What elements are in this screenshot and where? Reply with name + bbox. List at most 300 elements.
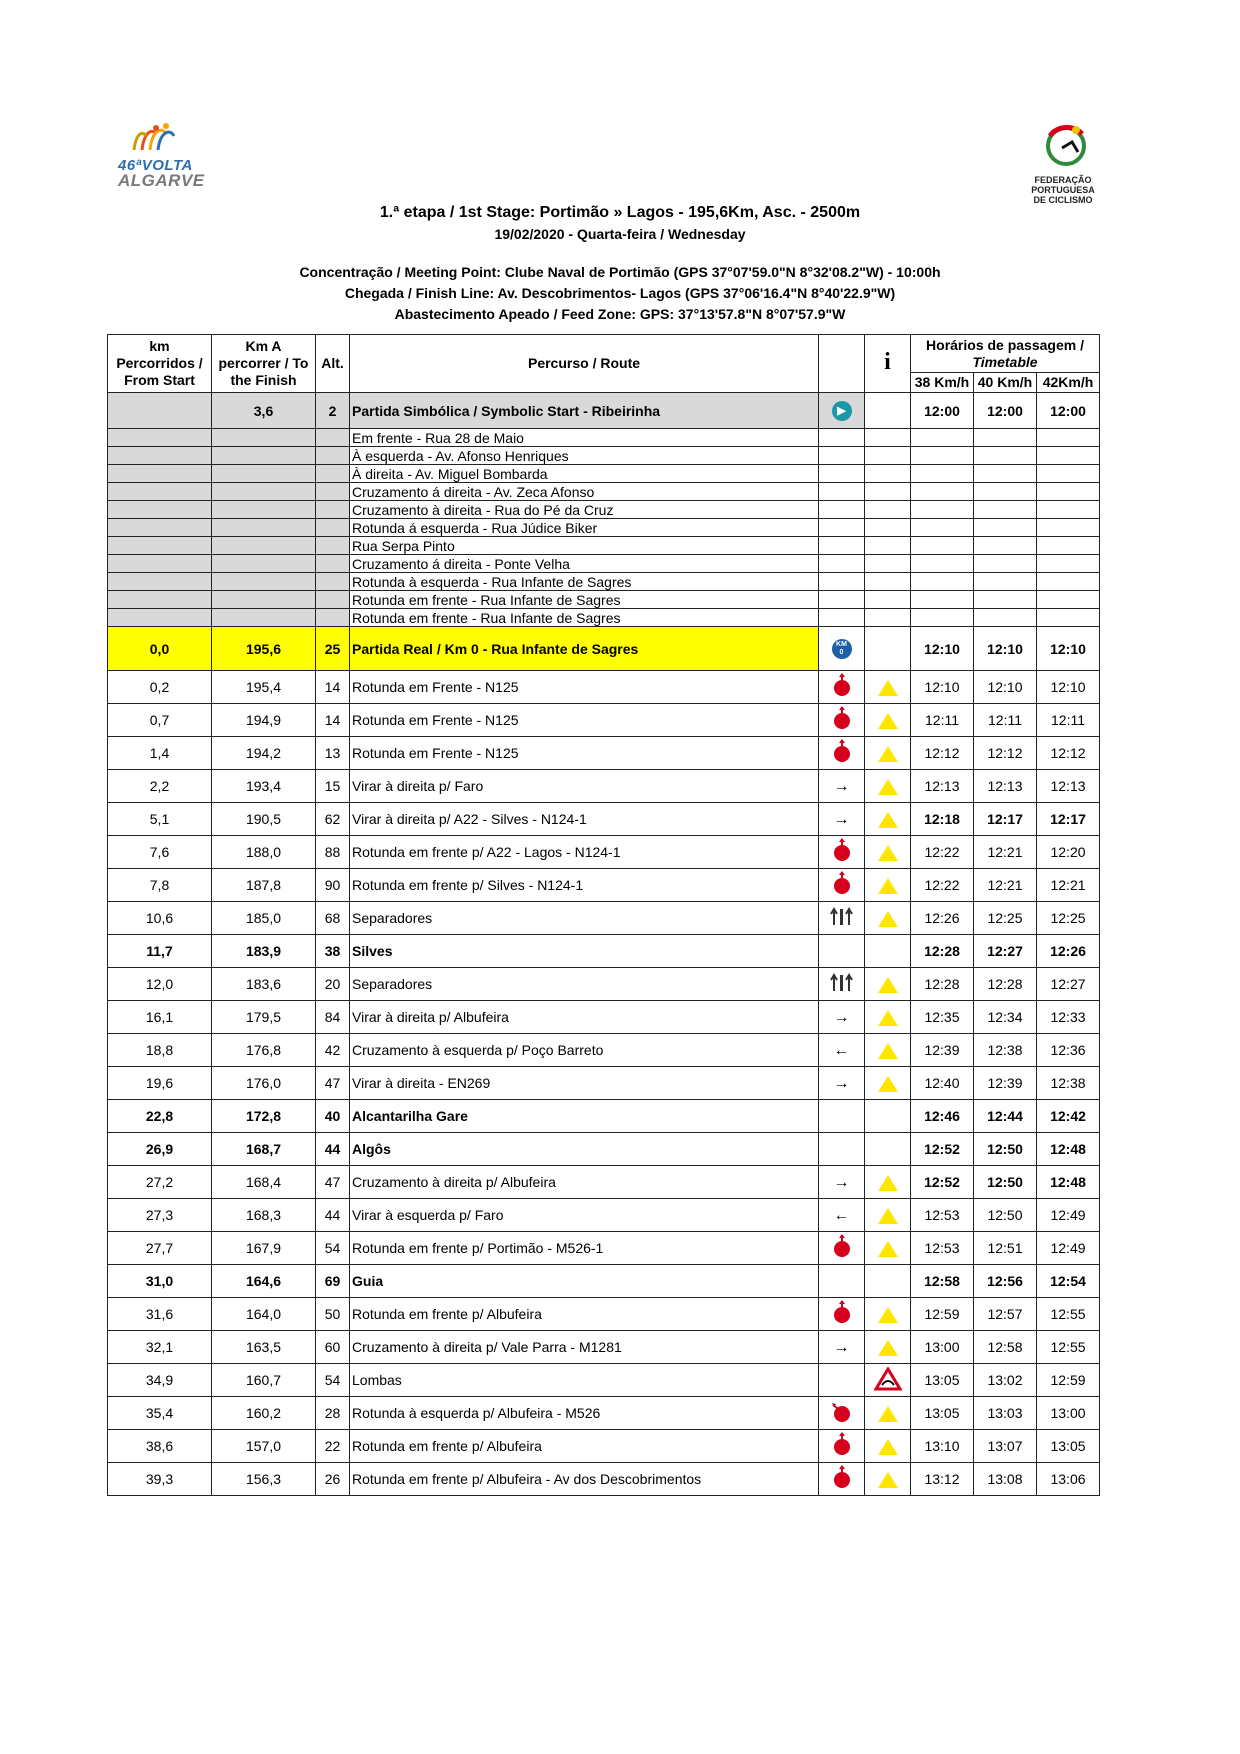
altitude: 44 [316,1133,350,1166]
route-text: Rotunda em frente p/ A22 - Lagos - N124-1 [350,836,819,869]
time-40: 12:50 [974,1133,1037,1166]
time-40 [974,465,1037,483]
km-from-start [108,393,212,429]
route-text: Virar à direita - EN269 [350,1067,819,1100]
time-40: 12:10 [974,671,1037,704]
info-cell [865,869,911,902]
warning-triangle-icon [878,1472,898,1488]
info-cell [865,671,911,704]
altitude: 54 [316,1364,350,1397]
neutral-row [108,519,1100,537]
km-from-start [108,573,212,591]
col-speed-42: 42Km/h [1037,373,1100,393]
altitude: 25 [316,627,350,671]
route-text: Cruzamento à direita - Rua do Pé da Cruz [350,501,819,519]
roundabout-straight-icon [831,1478,853,1494]
km-to-finish: 179,5 [212,1001,316,1034]
km-from-start [108,609,212,627]
time-38: 13:12 [911,1463,974,1496]
time-38: 13:05 [911,1364,974,1397]
info-cell [865,519,911,537]
separator-icon [830,980,854,996]
info-cell [865,902,911,935]
info-cell [865,501,911,519]
time-42 [1037,429,1100,447]
arrow-left-icon: ← [833,1206,850,1224]
km-from-start: 7,6 [108,836,212,869]
altitude [316,501,350,519]
col-info [865,335,911,393]
route-text: Virar à esquerda p/ Faro [350,1199,819,1232]
time-42: 13:05 [1037,1430,1100,1463]
km-to-finish [212,555,316,573]
km-from-start: 0,0 [108,627,212,671]
route-row [108,869,1100,902]
km-from-start: 2,2 [108,770,212,803]
info-cell [865,609,911,627]
altitude: 84 [316,1001,350,1034]
time-38: 12:00 [911,393,974,429]
time-40 [974,483,1037,501]
route-row [108,1430,1100,1463]
time-42: 12:12 [1037,737,1100,770]
direction-cell [819,1199,865,1232]
warning-triangle-icon [878,911,898,927]
km-from-start: 22,8 [108,1100,212,1133]
route-text: Silves [350,935,819,968]
time-42: 12:48 [1037,1133,1100,1166]
km-from-start [108,483,212,501]
route-text: Rotunda em frente p/ Albufeira [350,1298,819,1331]
route-text: Rotunda em frente - Rua Infante de Sagres [350,591,819,609]
town-row [108,1265,1100,1298]
route-table [107,334,1100,1496]
time-38: 12:18 [911,803,974,836]
altitude: 54 [316,1232,350,1265]
time-40 [974,591,1037,609]
time-42: 12:59 [1037,1364,1100,1397]
time-38: 13:10 [911,1430,974,1463]
time-38 [911,609,974,627]
km-from-start: 27,3 [108,1199,212,1232]
roundabout-straight-icon [831,1247,853,1263]
time-40 [974,501,1037,519]
route-text: Lombas [350,1364,819,1397]
km-from-start [108,447,212,465]
time-40: 12:25 [974,902,1037,935]
time-40: 12:13 [974,770,1037,803]
warning-triangle-icon [878,977,898,993]
km-from-start: 31,0 [108,1265,212,1298]
time-40: 13:02 [974,1364,1037,1397]
federation-line: PORTUGUESA [1031,185,1095,195]
route-text: Rotunda á esquerda - Rua Júdice Biker [350,519,819,537]
col-alt: Alt. [316,335,350,393]
route-row [108,671,1100,704]
km-from-start: 27,2 [108,1166,212,1199]
time-38 [911,465,974,483]
stage-date: 19/02/2020 - Quarta-feira / Wednesday [494,226,746,242]
km-to-finish [212,537,316,555]
route-row [108,1199,1100,1232]
time-38: 12:53 [911,1232,974,1265]
time-40: 12:28 [974,968,1037,1001]
km-to-finish: 157,0 [212,1430,316,1463]
altitude: 60 [316,1331,350,1364]
route-row [108,1331,1100,1364]
info-cell [865,1100,911,1133]
time-42: 12:27 [1037,968,1100,1001]
info-cell [865,1331,911,1364]
km-to-finish: 168,4 [212,1166,316,1199]
km-from-start [108,519,212,537]
neutral-row [108,501,1100,519]
route-text: Cruzamento à esquerda p/ Poço Barreto [350,1034,819,1067]
km-from-start: 18,8 [108,1034,212,1067]
time-42: 12:55 [1037,1331,1100,1364]
info-cell [865,447,911,465]
time-40: 12:58 [974,1331,1037,1364]
time-42: 13:00 [1037,1397,1100,1430]
time-42: 12:48 [1037,1166,1100,1199]
altitude: 26 [316,1463,350,1496]
km-to-finish: 163,5 [212,1331,316,1364]
col-direction [819,335,865,393]
arrow-right-icon: → [833,777,850,795]
federation-name [1028,175,1098,205]
km-from-start: 12,0 [108,968,212,1001]
route-text: Cruzamento à direita p/ Vale Parra - M1281 [350,1331,819,1364]
route-text: Guia [350,1265,819,1298]
time-42: 12:38 [1037,1067,1100,1100]
info-cell [865,1001,911,1034]
time-38: 12:40 [911,1067,974,1100]
info-cell [865,1463,911,1496]
direction-cell [819,1133,865,1166]
time-42 [1037,465,1100,483]
direction-cell [819,627,865,671]
time-38: 12:35 [911,1001,974,1034]
time-42: 12:10 [1037,671,1100,704]
km-from-start: 31,6 [108,1298,212,1331]
time-42: 12:13 [1037,770,1100,803]
altitude: 38 [316,935,350,968]
time-38 [911,573,974,591]
route-row [108,1034,1100,1067]
speed-bump-sign-icon [874,1378,902,1394]
km-to-finish [212,573,316,591]
warning-triangle-icon [878,1406,898,1422]
direction-cell [819,591,865,609]
km-to-finish: 3,6 [212,393,316,429]
time-40 [974,429,1037,447]
direction-cell [819,519,865,537]
info-cell [865,1034,911,1067]
finish-line: Chegada / Finish Line: Av. Descobrimentos- Lagos (GPS 37°06'16.4"N 8°40'22.9"W) [344,285,896,301]
route-text: Cruzamento à direita p/ Albufeira [350,1166,819,1199]
km-from-start: 39,3 [108,1463,212,1496]
km-to-finish: 164,0 [212,1298,316,1331]
altitude: 14 [316,671,350,704]
warning-triangle-icon [878,1307,898,1323]
time-42: 12:42 [1037,1100,1100,1133]
time-38: 12:13 [911,770,974,803]
km-from-start: 26,9 [108,1133,212,1166]
km-from-start [108,429,212,447]
km-from-start: 0,7 [108,704,212,737]
info-cell [865,573,911,591]
arrow-right-icon: → [833,1338,850,1356]
time-40: 12:39 [974,1067,1037,1100]
time-42: 12:20 [1037,836,1100,869]
direction-cell [819,803,865,836]
altitude: 2 [316,393,350,429]
route-text: Rotunda à esquerda - Rua Infante de Sagres [350,573,819,591]
route-text: Separadores [350,968,819,1001]
timetable-sub: Timetable [972,353,1038,370]
info-cell [865,737,911,770]
info-cell [865,1298,911,1331]
km-from-start [108,537,212,555]
km-to-finish: 183,6 [212,968,316,1001]
direction-cell [819,770,865,803]
km-from-start [108,591,212,609]
direction-cell [819,671,865,704]
col-route: Percurso / Route [350,335,819,393]
direction-cell [819,968,865,1001]
roundabout-straight-icon [831,884,853,900]
direction-cell [819,573,865,591]
info-cell [865,429,911,447]
time-42 [1037,447,1100,465]
info-cell [865,537,911,555]
info-cell [865,1133,911,1166]
warning-triangle-icon [878,812,898,828]
arrow-right-icon: → [833,1173,850,1191]
neutral-row [108,573,1100,591]
neutral-row [108,555,1100,573]
altitude: 40 [316,1100,350,1133]
time-38 [911,483,974,501]
neutral-row [108,429,1100,447]
km-to-finish: 193,4 [212,770,316,803]
direction-cell [819,1463,865,1496]
altitude: 20 [316,968,350,1001]
time-42 [1037,555,1100,573]
altitude: 14 [316,704,350,737]
time-42 [1037,537,1100,555]
time-42: 12:25 [1037,902,1100,935]
cyclists-logo-icon [112,120,192,160]
warning-triangle-icon [878,1076,898,1092]
warning-triangle-icon [878,1340,898,1356]
time-42: 12:55 [1037,1298,1100,1331]
time-40 [974,519,1037,537]
km-to-finish: 172,8 [212,1100,316,1133]
col-speed-40: 40 Km/h [974,373,1037,393]
km-from-start: 10,6 [108,902,212,935]
time-40: 12:12 [974,737,1037,770]
col-km-from-start: km Percorridos / From Start [108,335,212,393]
time-42 [1037,483,1100,501]
route-row [108,1364,1100,1397]
time-40: 12:10 [974,627,1037,671]
altitude: 88 [316,836,350,869]
route-text: Rotunda em frente - Rua Infante de Sagres [350,609,819,627]
km-from-start: 16,1 [108,1001,212,1034]
km-from-start: 19,6 [108,1067,212,1100]
time-40 [974,537,1037,555]
time-40: 13:03 [974,1397,1037,1430]
direction-cell [819,429,865,447]
federation-logo [1028,122,1098,208]
time-42 [1037,501,1100,519]
time-40: 12:56 [974,1265,1037,1298]
info-cell [865,1232,911,1265]
direction-cell [819,1001,865,1034]
direction-cell [819,1430,865,1463]
altitude: 47 [316,1166,350,1199]
route-text: Alcantarilha Gare [350,1100,819,1133]
route-row [108,704,1100,737]
arrow-right-icon: → [833,1008,850,1026]
altitude: 68 [316,902,350,935]
time-38: 12:10 [911,627,974,671]
time-38: 12:59 [911,1298,974,1331]
altitude [316,537,350,555]
time-38 [911,591,974,609]
km-from-start: 27,7 [108,1232,212,1265]
route-text: Partida Real / Km 0 - Rua Infante de Sagres [350,627,819,671]
km-from-start: 1,4 [108,737,212,770]
timetable-title: Horários de passagem / [926,336,1084,353]
info-cell [865,1166,911,1199]
warning-triangle-icon [878,713,898,729]
roundabout-straight-icon [831,851,853,867]
info-cell [865,627,911,671]
altitude: 90 [316,869,350,902]
time-42: 12:00 [1037,393,1100,429]
km-to-finish: 195,6 [212,627,316,671]
time-40: 13:07 [974,1430,1037,1463]
direction-cell [819,935,865,968]
town-row [108,935,1100,968]
direction-cell [819,1166,865,1199]
km-to-finish: 168,7 [212,1133,316,1166]
route-text: Virar à direita p/ Faro [350,770,819,803]
km-to-finish [212,465,316,483]
time-42: 12:54 [1037,1265,1100,1298]
roundabout-straight-icon [831,686,853,702]
time-40 [974,609,1037,627]
roundabout-straight-icon [831,1445,853,1461]
direction-cell [819,836,865,869]
route-row [108,737,1100,770]
km-to-finish: 188,0 [212,836,316,869]
warning-triangle-icon [878,845,898,861]
stage-title: 1.ª etapa / 1st Stage: Portimão » Lagos - 195,6Km, Asc. - 2500m [379,204,861,221]
route-row [108,1397,1100,1430]
km0-row [108,627,1100,671]
separator-icon [830,914,854,930]
direction-cell [819,483,865,501]
time-38: 12:12 [911,737,974,770]
route-text: Virar à direita p/ A22 - Silves - N124-1 [350,803,819,836]
altitude: 13 [316,737,350,770]
time-38: 13:00 [911,1331,974,1364]
direction-cell [819,537,865,555]
route-row [108,1001,1100,1034]
arrow-left-icon: ← [833,1041,850,1059]
direction-cell [819,555,865,573]
time-40: 13:08 [974,1463,1037,1496]
roundabout-straight-icon [831,752,853,768]
neutral-row [108,609,1100,627]
route-text: Rua Serpa Pinto [350,537,819,555]
km-from-start: 35,4 [108,1397,212,1430]
time-42: 12:36 [1037,1034,1100,1067]
arrow-right-icon: → [833,1074,850,1092]
time-42: 12:11 [1037,704,1100,737]
time-40: 12:21 [974,836,1037,869]
time-38: 12:22 [911,869,974,902]
arrow-right-icon: → [833,810,850,828]
direction-cell [819,869,865,902]
altitude: 69 [316,1265,350,1298]
direction-cell [819,1364,865,1397]
altitude [316,429,350,447]
km-to-finish: 156,3 [212,1463,316,1496]
warning-triangle-icon [878,1208,898,1224]
info-cell [865,704,911,737]
time-42: 12:10 [1037,627,1100,671]
info-cell [865,935,911,968]
neutral-row [108,591,1100,609]
km-to-finish: 194,9 [212,704,316,737]
route-text: Partida Simbólica / Symbolic Start - Ribeirinha [350,393,819,429]
time-40: 12:50 [974,1199,1037,1232]
info-cell [865,483,911,501]
direction-cell [819,609,865,627]
time-40 [974,573,1037,591]
logo-line-2: ALGARVE [118,171,205,190]
km-from-start: 38,6 [108,1430,212,1463]
direction-cell [819,1100,865,1133]
info-cell [865,465,911,483]
time-38: 12:28 [911,935,974,968]
km-to-finish: 183,9 [212,935,316,968]
time-40: 12:51 [974,1232,1037,1265]
time-42: 12:26 [1037,935,1100,968]
warning-triangle-icon [878,779,898,795]
route-row [108,1232,1100,1265]
info-cell [865,1364,911,1397]
town-row [108,1100,1100,1133]
neutral-row [108,537,1100,555]
altitude: 62 [316,803,350,836]
km-from-start: 5,1 [108,803,212,836]
route-text: Rotunda em frente p/ Albufeira - Av dos Descobrimentos [350,1463,819,1496]
direction-cell [819,1397,865,1430]
direction-cell [819,1034,865,1067]
direction-cell [819,447,865,465]
time-40: 12:17 [974,803,1037,836]
time-40: 12:57 [974,1298,1037,1331]
route-text: Cruzamento á direita - Ponte Velha [350,555,819,573]
km-to-finish: 164,6 [212,1265,316,1298]
km-to-finish [212,447,316,465]
altitude [316,591,350,609]
